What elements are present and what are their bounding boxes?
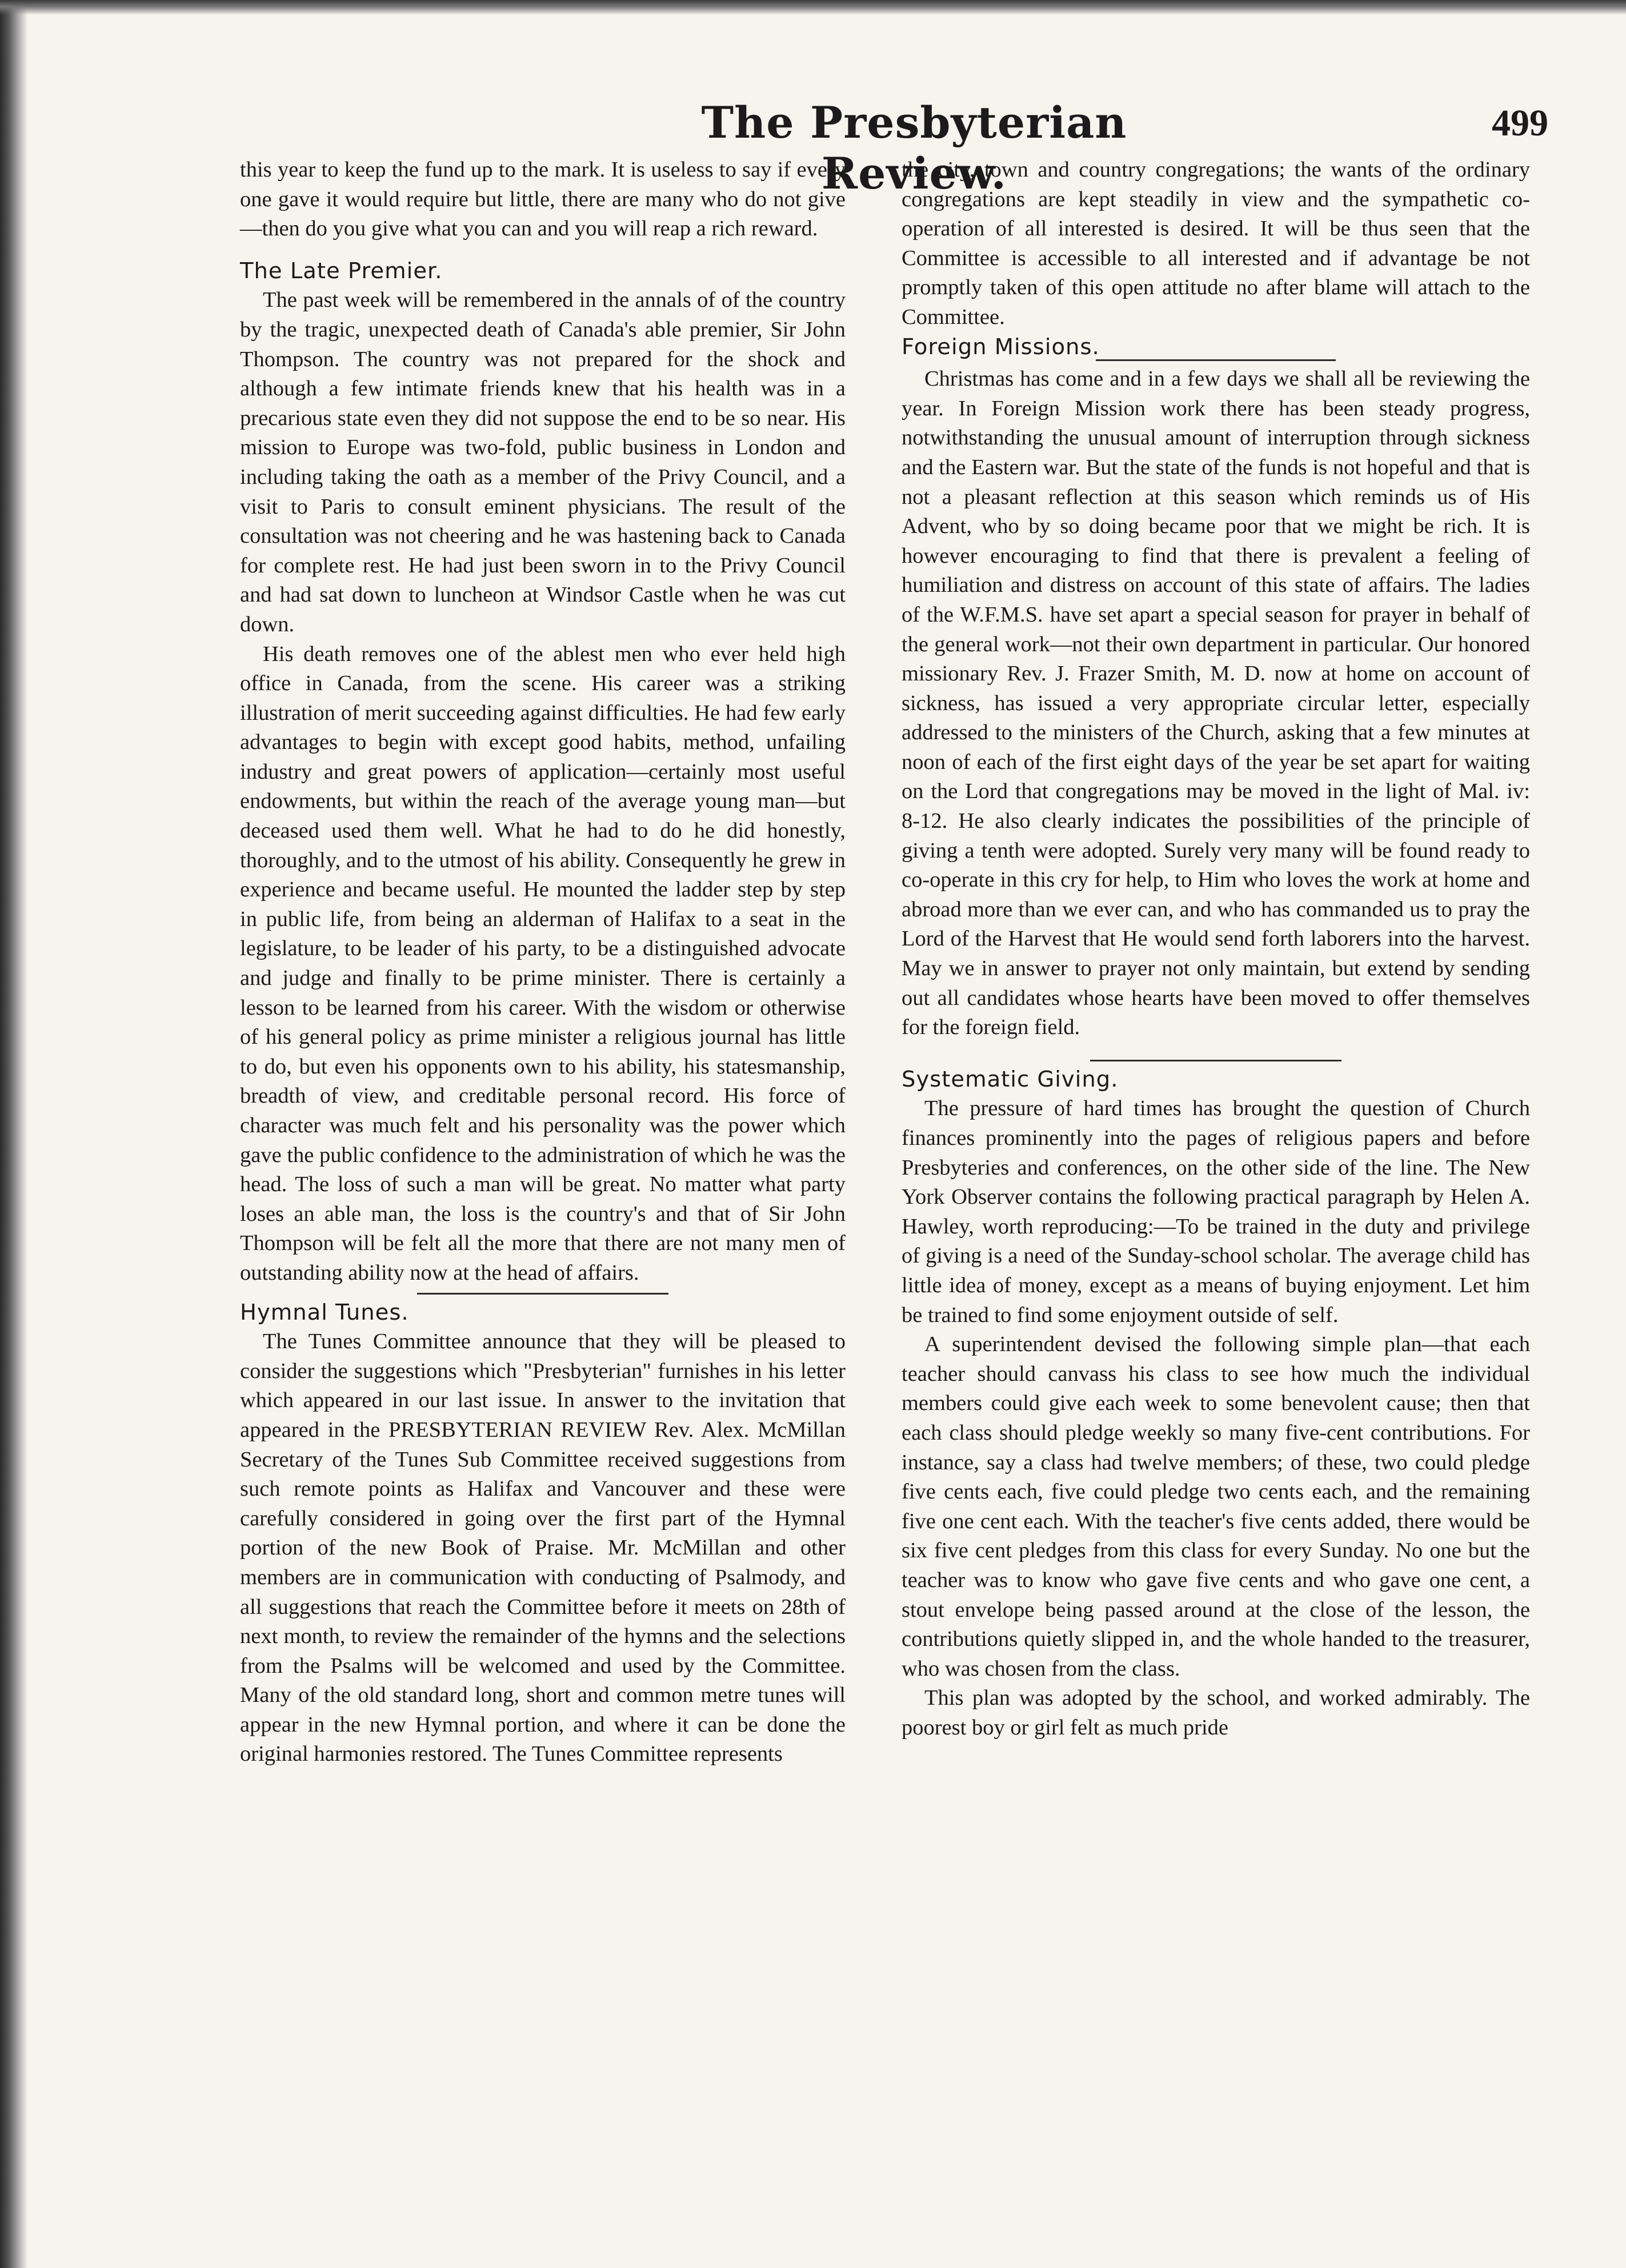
- section-divider: [1090, 1060, 1341, 1061]
- right-column: [902, 155, 1530, 1742]
- page-top-shadow: [0, 0, 1626, 15]
- section-title-systematic-giving: Systematic Giving.: [902, 1066, 1119, 1092]
- page-number: 499: [1492, 102, 1548, 144]
- section-divider: [417, 1293, 668, 1295]
- article-paragraph: The Tunes Committee announce that they will be pleased to consider the suggestions which "Presbyterian" furnishes in his letter which appeared in our last issue. In answer to the invitation that appeared in the PRESBYTERIAN REVIEW Rev. Alex. McMillan Secretary of the Tunes Sub Committee received suggestions from such remote points as Halifax and Vancouver and these were carefully considered in going over the first part of the Hymnal portion of the new Book of Praise. Mr. McMillan and other members are in communication with conducting of Psalmody, and all suggestions that reach the Committee before it meets on 28th of next month, to review the remainder of the hymns and the selections from the Psalms will be welcomed and used by the Committee. Many of the old standard long, short and common metre tunes will appear in the new Hymnal portion, and where it can be done the original harmonies restored. The Tunes Committee represents: [240, 1329, 846, 1766]
- intro-paragraph: this year to keep the fund up to the mark. It is useless to say if every one gave it would require but little, there are many who do not give—then do you give what you can and you will reap a rich reward.: [240, 158, 846, 241]
- page-edge-shadow: [0, 0, 27, 2268]
- article-paragraph: This plan was adopted by the school, and worked admirably. The poorest boy or girl felt as much pride: [902, 1686, 1530, 1740]
- section-title-foreign-missions: Foreign Missions.: [902, 334, 1100, 360]
- section-title-hymnal-tunes: Hymnal Tunes.: [240, 1299, 409, 1325]
- article-paragraph: A superintendent devised the following simple plan—that each teacher should canvass his class to see how much the individual members could give each week to some benevolent cause; then that each class should pledge weekly so many five-cent contributions. For instance, say a class had twelve members; of these, two could pledge five cents each, five could pledge two cents each, and the remaining five one cent each. With the teacher's five cents added, there would be six five cent pledges from this class for every Sunday. No one but the teacher was to know who gave five cents and who gave one cent, a stout envelope being passed around at the close of the lesson, the contributions quietly slipped in, and the whole handed to the treasurer, who was chosen from the class.: [902, 1332, 1530, 1681]
- section-title-late-premier: The Late Premier.: [240, 258, 443, 284]
- left-column: [240, 155, 846, 1769]
- page-header-title: The Presbyterian Review.: [701, 97, 1127, 199]
- article-paragraph: The past week will be remembered in the annals of of the country by the tragic, unexpected death of Canada's able premier, Sir John Thompson. The country was not prepared for the shock and although a few intimate friends knew that his health was in a precarious state even they did not suppose the end to be so near. His mission to Europe was two-fold, public business in London and including taking the oath as a member of the Privy Council, and a visit to Paris to consult eminent physicians. The result of the consultation was not cheering and he was hastening back to Canada for complete rest. He had just been sworn in to the Privy Council and had sat down to luncheon at Windsor Castle when he was cut down.: [240, 288, 846, 636]
- title-underline: [1096, 359, 1336, 361]
- intro-paragraph: the city, town and country congregations; the wants of the ordinary congregations are kept steadily in view and the sympathetic co-operation of all interested is desired. It will be thus seen that the Committee is accessible to all interested and if advantage be not promptly taken of this open attitude no after blame will attach to the Committee.: [902, 158, 1530, 329]
- article-paragraph: Christmas has come and in a few days we shall all be reviewing the year. In Foreign Mission work there has been steady progress, notwithstanding the unusual amount of interruption through sickness and the Eastern war. But the state of the funds is not hopeful and that is not a pleasant reflection at this season which reminds us of His Advent, who by so doing became poor that we might be rich. It is however encouraging to find that there is prevalent a feeling of humiliation and distress on account of this state of affairs. The ladies of the W.F.M.S. have set apart a special season for prayer in behalf of the general work—not their own department in particular. Our honored missionary Rev. J. Frazer Smith, M. D. now at home on account of sickness, has issued a very appropriate circular letter, especially addressed to the ministers of the Church, asking that a few minutes at noon of each of the first eight days of the year be set apart for waiting on the Lord that congregations may be moved in the light of Mal. iv: 8-12. He also clearly indicates the possibilities of the principle of giving a tenth were adopted. Surely very many will be found ready to co-operate in this cry for help, to Him who loves the work at home and abroad more than we ever can, and who has commanded us to pray the Lord of the Harvest that He would send forth laborers into the harvest. May we in answer to prayer not only maintain, but extend by sending out all candidates whose hearts have been moved to offer themselves for the foreign field.: [902, 367, 1530, 1040]
- article-paragraph: His death removes one of the ablest men who ever held high office in Canada, from the scene. His career was a striking illustration of merit succeeding against difficulties. He had few early advantages to begin with except good habits, method, unfailing industry and great powers of application—certainly most useful endowments, but within the reach of the average young man—but deceased used them well. What he had to do he did honestly, thoroughly, and to the utmost of his ability. Consequently he grew in experience and became useful. He mounted the ladder step by step in public life, from being an alderman of Halifax to a seat in the legislature, to be leader of his party, to be a distinguished advocate and judge and finally to be prime minister. There is certainly a lesson to be learned from his career. With the wisdom or otherwise of his general policy as prime minister a religious journal has little to do, but even his opponents own to his ability, his statesmanship, breadth of view, and creditable personal record. His force of character was much felt and his personality was the power which gave the public confidence to the administration of which he was the head. The loss of such a man will be great. No matter what party loses an able man, the loss is the country's and that of Sir John Thompson will be felt all the more that there are not many men of outstanding ability now at the head of affairs.: [240, 642, 846, 1285]
- article-paragraph: The pressure of hard times has brought the question of Church finances prominently into the pages of religious papers and before Presbyteries and conferences, on the other side of the line. The New York Observer contains the following practical paragraph by Helen A. Hawley, worth reproducing:—To be trained in the duty and privilege of giving is a need of the Sunday-school scholar. The average child has little idea of money, except as a means of buying enjoyment. Let him be trained to find some enjoyment outside of self.: [902, 1096, 1530, 1327]
